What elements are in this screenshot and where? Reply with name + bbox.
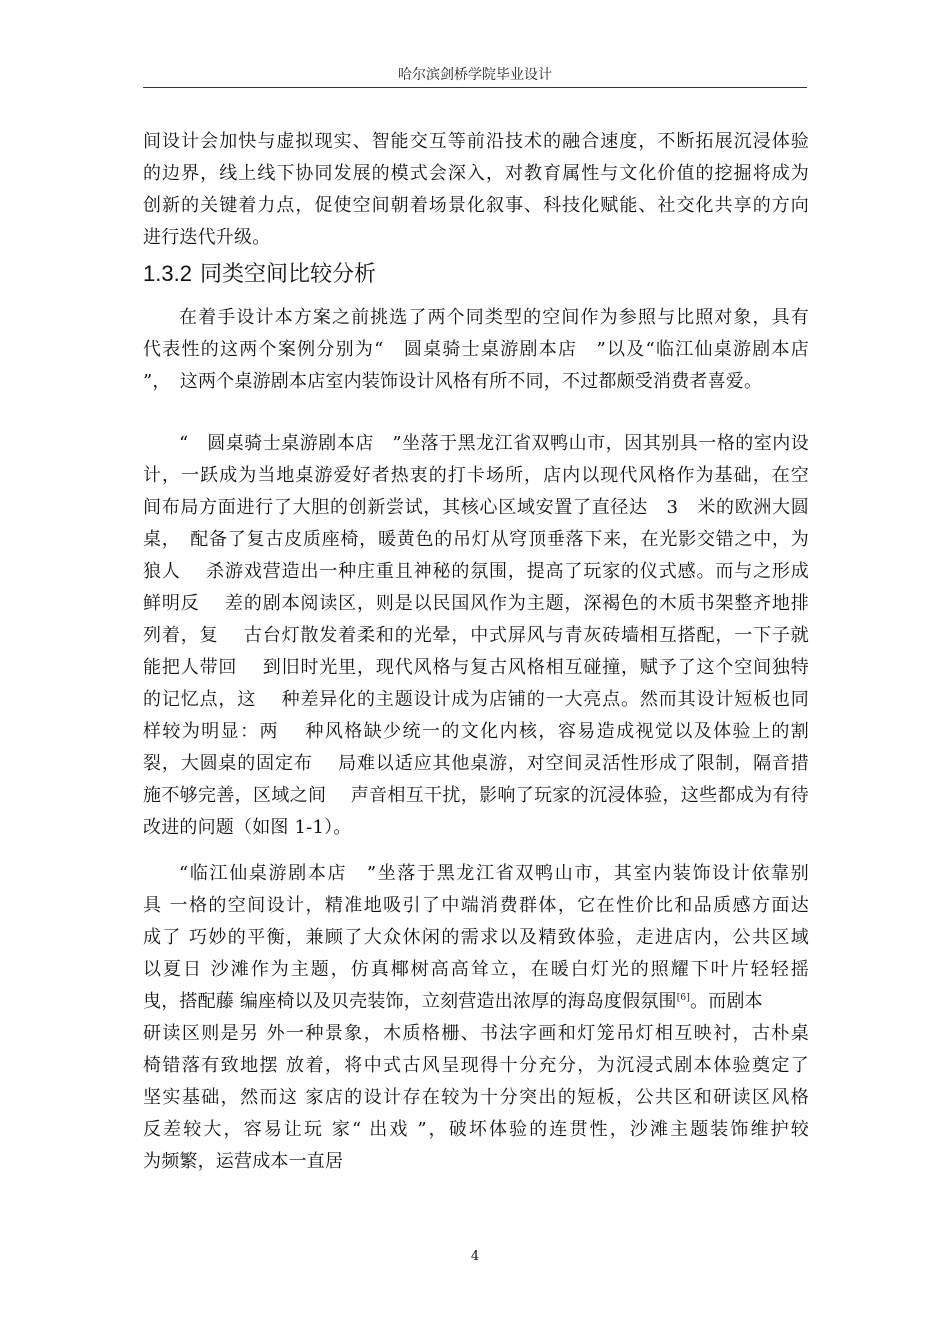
page-header: 哈尔滨剑桥学院毕业设计 — [398, 67, 552, 83]
body-line: 鲜明反 差的剧本阅读区，则是以民国风作为主题，深褐色的木质书架整齐地排 — [143, 593, 809, 614]
body-line: ”， 这两个桌游剧本店室内装饰设计风格有所不同，不过都颇受消费者喜爱。 — [143, 371, 763, 392]
body-line: 计，一跃成为当地桌游爱好者热衷的打卡场所，店内以现代风格作为基础，在空 — [143, 465, 809, 486]
body-line: 以夏日 沙滩作为主题，仿真椰树高高耸立，在暖白灯光的照耀下叶片轻轻摇 — [143, 959, 809, 980]
body-line: 间设计会加快与虚拟现实、智能交互等前沿技术的融合速度，不断拓展沉浸体验 — [143, 131, 809, 152]
body-line: 创新的关键着力点，促使空间朝着场景化叙事、科技化赋能、社交化共享的方向 — [143, 195, 809, 216]
body-line: 代表性的这两个案例分别为“ 圆桌骑士桌游剧本店 ”以及“临江仙桌游剧本店 — [143, 339, 809, 360]
body-line: 施不够完善，区域之间 声音相互干扰，影响了玩家的沉浸体验，这些都成为有待 — [143, 785, 809, 806]
body-line: 狼人 杀游戏营造出一种庄重且神秘的氛围，提高了玩家的仪式感。而与之形成 — [143, 561, 809, 582]
page-number: 4 — [470, 1249, 480, 1264]
body-line-text: 曳，搭配藤 编座椅以及贝壳装饰，立刻营造出浓厚的海岛度假氛围 — [143, 991, 677, 1012]
body-line: 椅错落有致地摆 放着，将中式古风呈现得十分充分，为沉浸式剧本体验奠定了 — [143, 1055, 809, 1076]
body-line: 坚实基础，然而这 家店的设计存在较为十分突出的短板，公共区和研读区风格 — [143, 1087, 809, 1108]
body-line-tail: 。而剧本 — [690, 991, 763, 1012]
citation-ref: [6] — [676, 993, 691, 1003]
body-line: “临江仙桌游剧本店 ”坐落于黑龙江省双鸭山市，其室内装饰设计依靠别 — [179, 863, 809, 884]
section-number: 1.3.2 — [143, 261, 192, 286]
body-line: 具 一格的空间设计，精准地吸引了中端消费群体，它在性价比和品质感方面达 — [143, 895, 809, 916]
body-line: 桌， 配备了复古皮质座椅，暖黄色的吊灯从穹顶垂落下来，在光影交错之中，为 — [143, 529, 809, 550]
body-line — [143, 986, 809, 1018]
body-line: 的记忆点，这 种差异化的主题设计成为店铺的一大亮点。然而其设计短板也同 — [143, 689, 809, 710]
header-divider — [143, 87, 807, 88]
body-line: 的边界，线上线下协同发展的模式会深入，对教育属性与文化价值的挖掘将成为 — [143, 163, 809, 184]
body-line: 进行迭代升级。 — [143, 227, 271, 248]
body-line: “ 圆桌骑士桌游剧本店 ”坐落于黑龙江省双鸭山市，因其别具一格的室内设 — [179, 433, 809, 454]
body-line: 裂，大圆桌的固定布 局难以适应其他桌游，对空间灵活性形成了限制，隔音措 — [143, 753, 809, 774]
body-line: 列着，复 古台灯散发着柔和的光晕，中式屏风与青灰砖墙相互搭配，一下子就 — [143, 625, 809, 646]
section-heading — [143, 254, 376, 294]
body-line: 在着手设计本方案之前挑选了两个同类型的空间作为参照与比照对象，具有 — [179, 307, 809, 328]
body-line: 成了 巧妙的平衡，兼顾了大众休闲的需求以及精致体验，走进店内，公共区域 — [143, 927, 809, 948]
body-line: 间布局方面进行了大胆的创新尝试，其核心区域安置了直径达 3 米的欧洲大圆 — [143, 497, 809, 518]
body-line: 改进的问题（如图 1-1）。 — [143, 817, 352, 838]
section-title: 同类空间比较分析 — [199, 262, 376, 287]
body-line: 研读区则是另 外一种景象，木质格栅、书法字画和灯笼吊灯相互映衬，古朴桌 — [143, 1023, 809, 1044]
body-line: 能把人带回 到旧时光里，现代风格与复古风格相互碰撞，赋予了这个空间独特 — [143, 657, 809, 678]
body-line: 反差较大，容易让玩 家“ 出戏 ”，破坏体验的连贯性，沙滩主题装饰维护较 — [143, 1119, 809, 1140]
body-line: 样较为明显：两 种风格缺少统一的文化内核，容易造成视觉以及体验上的割 — [143, 721, 809, 742]
body-line: 为频繁，运营成本一直居 — [143, 1151, 344, 1172]
